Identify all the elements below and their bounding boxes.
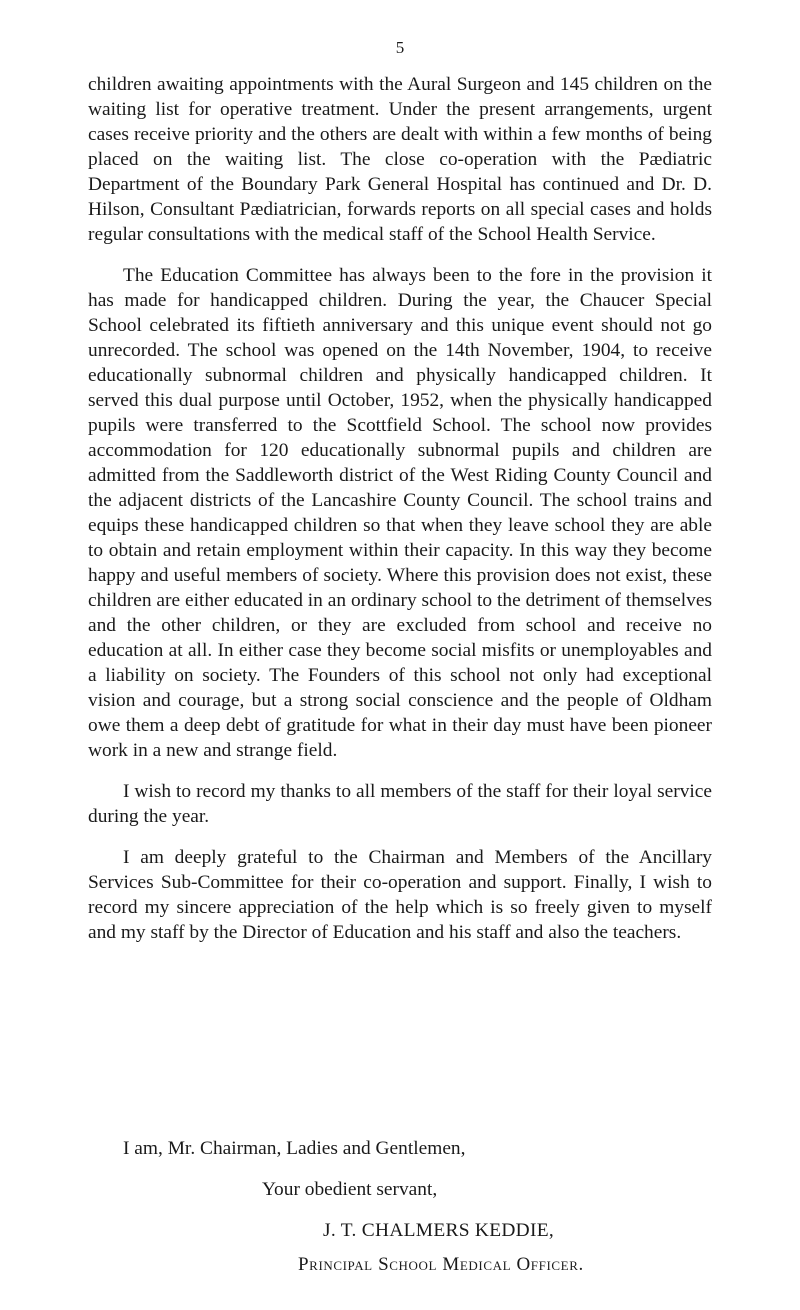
signature-name: J. T. CHALMERS KEDDIE, <box>323 1220 555 1241</box>
page-number: 5 <box>395 38 405 57</box>
paragraph-continuation: children awaiting appointments with the Aural Surgeon and 145 children on the waiting list for operative treatment. Under the present arrangements, urgent cases receive priority and the others are dealt with within a few months of being placed on the waiting list. The close co-operation with the Pædiatric Department of the Boundary Park General Hospital has continued and Dr. D. Hilson, Consultant Pædiatrician, forwards reports on all special cases and holds regular consultations with the medical staff of the School Health Service. <box>88 74 712 245</box>
salutation: I am, Mr. Chairman, Ladies and Gentlemen, <box>123 1138 466 1159</box>
letter-body <box>88 72 712 961</box>
paragraph-staff-thanks: I wish to record my thanks to all members of the staff for their loyal service during the year. <box>88 781 712 827</box>
signature-title: Principal School Medical Officer. <box>298 1254 584 1275</box>
paragraph-special-school: The Education Committee has always been to the fore in the provision it has made for handicapped children. During the year, the Chaucer Special School celebrated its fiftieth anniversary and this unique event should not go unrecorded. The school was opened on the 14th November, 1904, to receive educationally subnormal children and physically handicapped children. It served this dual purpose until October, 1952, when the physically handicapped pupils were transferred to the Scottfield School. The school now provides accommodation for 120 educationally subnormal pupils and children are admitted from the Saddleworth district of the West Riding County Council and the adjacent districts of the Lancashire County Council. The school trains and equips these handicapped children so that when they leave school they are able to obtain and retain employment within their capacity. In this way they become happy and useful members of society. Where this provision does not exist, these children are either educated in an ordinary school to the detriment of themselves and the other children, or they are excluded from school and receive no education at all. In either case they become social misfits or unemployables and a liability on society. The Founders of this school not only had exceptional vision and courage, but a strong social conscience and the people of Oldham owe them a deep debt of gratitude for what in their day must have been pioneer work in a new and strange field. <box>88 265 712 761</box>
paragraph-gratitude: I am deeply grateful to the Chairman and Members of the Ancillary Services Sub-Committee for their co-operation and support. Finally, I wish to record my sincere appreciation of the help which is so freely given to myself and my staff by the Director of Education and his staff and also the teachers. <box>88 847 712 943</box>
closing: Your obedient servant, <box>262 1179 438 1200</box>
